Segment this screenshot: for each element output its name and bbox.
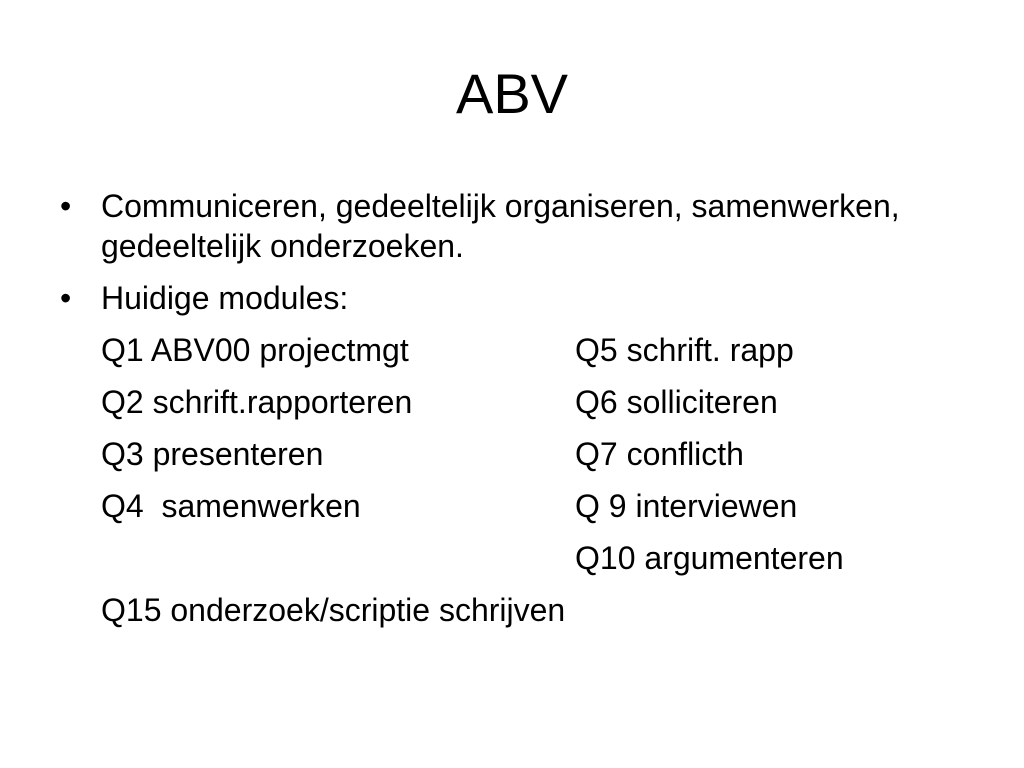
bullet-symbol: •: [60, 188, 72, 224]
module-row: [101, 434, 960, 474]
bullet-item-modules: [60, 278, 960, 318]
bullet-item-competences: [60, 186, 960, 266]
slide-content: [60, 186, 960, 630]
module-right: Q6 solliciteren: [575, 384, 778, 420]
module-left: Q3 presenteren: [101, 436, 324, 472]
module-right: Q5 schrift. rapp: [575, 332, 794, 368]
bullet-text: Huidige modules:: [101, 280, 349, 316]
module-row: [101, 382, 960, 422]
module-left: Q4 samenwerken: [101, 488, 361, 524]
module-left: Q2 schrift.rapporteren: [101, 384, 413, 420]
module-right: Q 9 interviewen: [575, 488, 798, 524]
module-right: Q7 conflicth: [575, 436, 744, 472]
module-row: [101, 486, 960, 526]
module-left: Q1 ABV00 projectmgt: [101, 332, 409, 368]
module-right: Q10 argumenteren: [575, 540, 844, 576]
slide-title: ABV: [455, 62, 569, 125]
module-final: Q15 onderzoek/scriptie schrijven: [101, 592, 566, 628]
module-row: [101, 538, 960, 578]
bullet-text: Communiceren, gedeeltelijk organiseren, samenwerken, gedeeltelijk onderzoeken.: [101, 188, 900, 264]
module-row: [101, 330, 960, 370]
bullet-symbol: •: [60, 280, 72, 316]
